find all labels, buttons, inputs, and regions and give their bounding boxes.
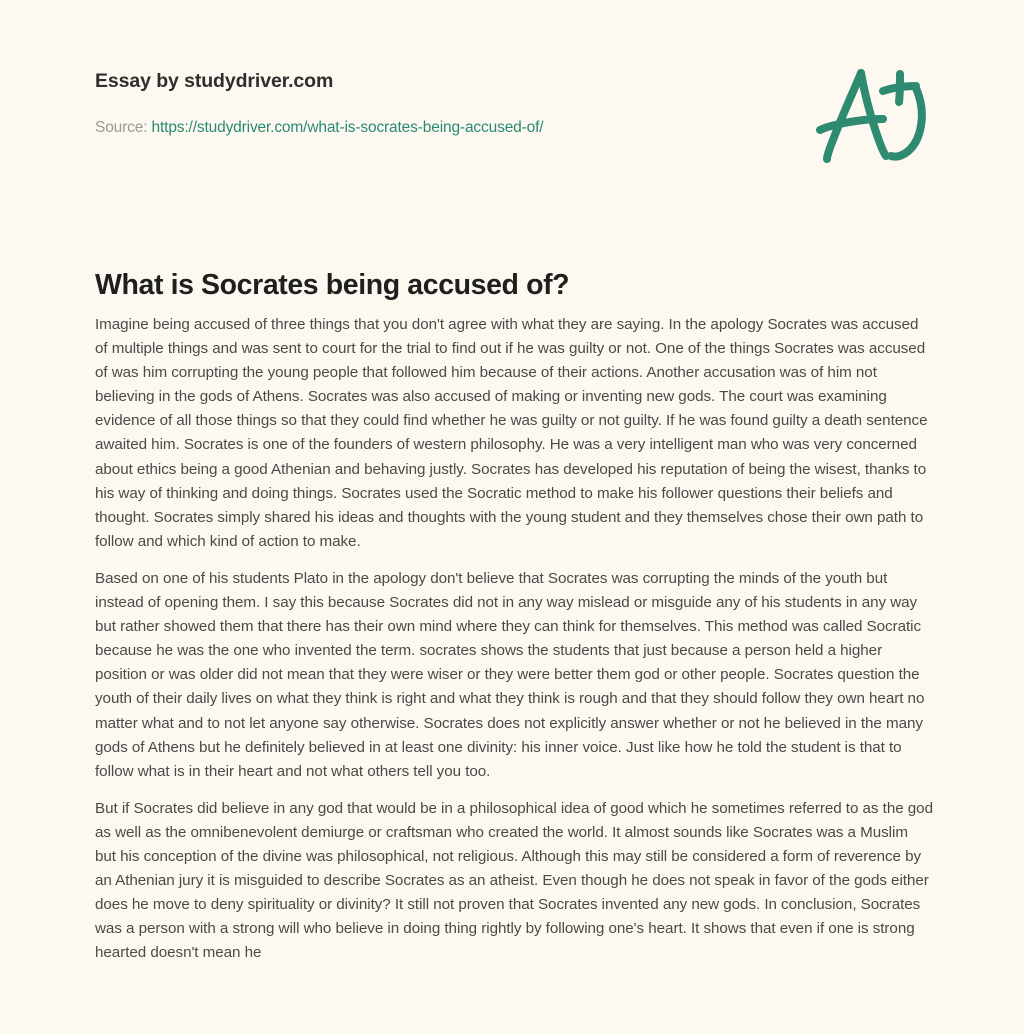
document-body (95, 313, 933, 978)
body-paragraph: Based on one of his students Plato in the apology don't believe that Socrates was corrupting the minds of the youth but instead of opening them. I say this because Socrates did not in any way mislead or misguide any of his students in any way but rather showed them that there has their own mind where they can think for themselves. This method was called Socratic because he was the one who invented the term. socrates shows the students that just because a person held a higher position or was older did not mean that they were wiser or they were better them god or other people. Socrates question the youth of their daily lives on what they think is right and what they think is rough and that they should follow they own heart no matter what and to not let anyone say otherwise. Socrates does not explicitly answer whether or not he believed in the many gods of Athens but he definitely believed in at least one divinity: his inner voice. Just like how he told the student is that to follow what is in their heart and not what others tell you too. (95, 569, 925, 780)
page-title: What is Socrates being accused of? (95, 269, 570, 302)
byline: Essay by studydriver.com (95, 70, 334, 92)
source-line (95, 119, 543, 137)
document-header (0, 0, 1024, 200)
source-label: Source: (95, 119, 148, 136)
a-plus-logo-icon (806, 52, 936, 172)
body-paragraph: But if Socrates did believe in any god that would be in a philosophical idea of good which he sometimes referred to as the god as well as the omnibenevolent demiurge or craftsman who created the world. It almost sounds like Socrates was a Muslim but his conception of the divine was philosophical, not religious. Although this may still be considered a form of reverence by an Athenian jury it is misguided to describe Socrates as an atheist. Even though he does not speak in favor of the gods either does he move to deny spirituality or divinity? It still not proven that Socrates invented any new gods. In conclusion, Socrates was a person with a strong will who believe in doing thing rightly by following one's heart. It shows that even if one is strong hearted doesn't mean he (95, 799, 933, 962)
body-paragraph: Imagine being accused of three things that you don't agree with what they are saying. In the apology Socrates was accused of multiple things and was sent to court for the trial to find out if he was guilty or not. One of the things Socrates was accused of was him corrupting the young people that followed him because of their actions. Another accusation was of him not believing in the gods of Athens. Socrates was also accused of making or inventing new gods. The court was examining evidence of all those things so that they could find whether he was guilty or not guilty. If he was found guilty a death sentence awaited him. Socrates is one of the founders of western philosophy. He was a very intelligent man who was very concerned about ethics being a good Athenian and behaving justly. Socrates has developed his reputation of being the wisest, thanks to his way of thinking and doing things. Socrates used the Socratic method to make his follower questions their beliefs and thought. Socrates simply shared his ideas and thoughts with the young student and they themselves chose their own path to follow and which kind of action to make. (95, 316, 928, 550)
source-url-link[interactable]: https://studydriver.com/what-is-socrates-being-accused-of/ (151, 119, 544, 136)
